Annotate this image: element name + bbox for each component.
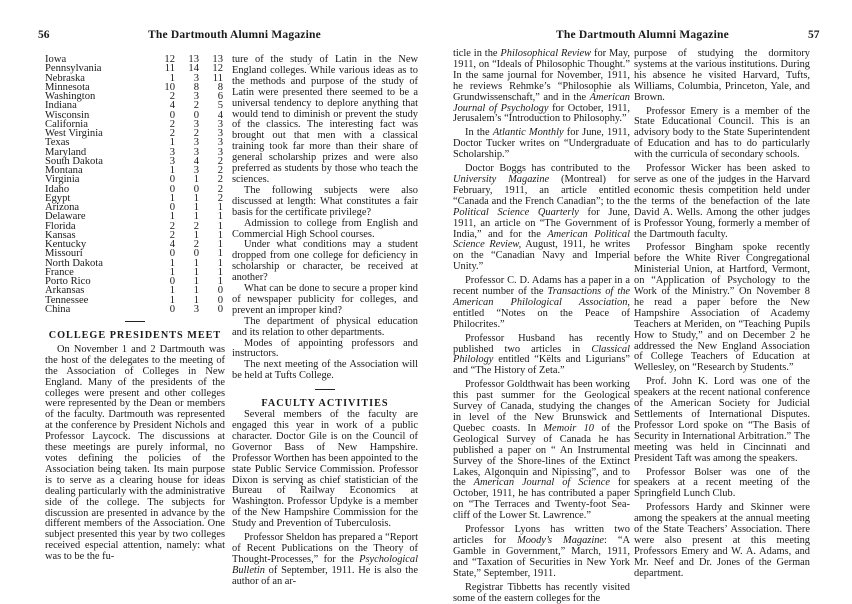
table-cell-value: 3 <box>169 146 175 158</box>
paragraph: Professor Lyons has written two articles for Moody’s Magazine: “A Gamble in Government,” March, 1911, and “Taxation of Securities in New York State,” September, 1911. <box>453 524 631 579</box>
page-number: 57 <box>808 29 820 41</box>
table-cell-value: 0 <box>193 248 199 260</box>
paragraph: Admission to college from English and Commercial High School courses. <box>232 217 418 240</box>
paragraph: The following subjects were also discussed at length: What constitutes a fair basis for the certificate privilege? <box>232 184 418 218</box>
table-cell-value: 3 <box>217 118 223 130</box>
table-cell-value: 10 <box>164 81 175 93</box>
table-cell-value: 2 <box>217 192 223 204</box>
table-cell-name: Nebraska <box>45 72 86 84</box>
table-cell-value: 1 <box>193 229 199 241</box>
section-divider <box>315 389 335 390</box>
table-cell-value: 1 <box>193 202 199 213</box>
table-cell-value: 1 <box>169 294 175 306</box>
table-cell-value: 3 <box>193 303 199 315</box>
table-cell-name: Montana <box>45 165 83 176</box>
paragraph: Professor Emery is a member of the State Educational Council. This is an advisory body to the State Superintendent of Education and has to do particularly with the curricula of secondary schools. <box>634 105 810 161</box>
table-cell-value: 1 <box>217 229 223 241</box>
table-cell-value: 1 <box>193 211 199 223</box>
table-cell-name: Iowa <box>45 54 67 65</box>
paragraph: Professor C. D. Adams has a paper in a recent number of the Transactions of the American Philological Association, entitled “Notes on the Peace of Philocrites.” <box>453 275 631 330</box>
running-head: The Dartmouth Alumni Magazine <box>148 29 321 41</box>
table-cell-value: 12 <box>212 63 223 75</box>
table-cell-name: Kansas <box>45 229 76 241</box>
table-cell-value: 0 <box>169 303 175 315</box>
table-cell-name: Arkansas <box>45 285 85 297</box>
paragraph: Several members of the faculty are engaged this year in work of a public character. Doctor Gile is on the Council of Governor Bass of New Hampshire. Professor Worthen has been appointed to the state Public Service Commission. Professor Dixon is serving as chief statistician of the Bureau of Railway Economics at Washington. Professor Updyke is a member of the New Hampshire Commission for the Study and Prevention of Tuberculosis. <box>232 409 418 530</box>
table-cell-value: 2 <box>193 220 199 232</box>
table-cell-value: 3 <box>193 91 199 102</box>
enrollment-table <box>45 55 223 314</box>
table-cell-value: 3 <box>217 137 223 149</box>
table-cell-name: Tennessee <box>45 294 89 306</box>
table-cell-name: Washington <box>45 91 96 102</box>
table-cell-name: Minnesota <box>45 81 90 93</box>
paragraph: Professor Wicker has been asked to serve as one of the judges in the Harvard economic thesis competition held under the terms of the benefaction of the late David A. Wells. Among the other judges is Professor Young, formerly a member of the Dartmouth faculty. <box>634 163 810 240</box>
table-cell-value: 1 <box>217 276 223 287</box>
table-cell-value: 13 <box>188 54 199 65</box>
table-cell-name: Virginia <box>45 174 80 186</box>
table-cell-value: 1 <box>217 248 223 260</box>
table-cell-value: 13 <box>212 54 223 65</box>
table-cell-value: 1 <box>193 294 199 306</box>
table-cell-value: 4 <box>169 100 175 112</box>
table-cell-value: 2 <box>169 229 175 241</box>
table-cell-value: 1 <box>217 239 223 250</box>
table-cell-value: 0 <box>217 294 223 306</box>
table-cell-value: 2 <box>193 239 199 250</box>
paragraph: ture of the study of Latin in the New England colleges. While various ideas as to the methods and purpose of the study of Latin were presented there seemed to be a universal tendency to deplore anything that would tend to diminish or prevent the study of the classics. The interesting fact was brought out that men with a classical training took far more than their share of general scholarship prizes and were also preferred as students by those who teach the sciences. <box>232 54 418 185</box>
table-cell-value: 1 <box>217 257 223 269</box>
table-cell-name: Arizona <box>45 202 80 213</box>
left-page <box>0 0 426 600</box>
table-cell-value: 3 <box>193 72 199 84</box>
paragraph: Modes of appointing professors and instructors. <box>232 337 418 360</box>
table-cell-name: Porto Rico <box>45 276 91 287</box>
table-cell-value: 4 <box>193 155 199 167</box>
section-heading: FACULTY ACTIVITIES <box>261 398 389 410</box>
paragraph: Under what conditions may a student dropped from one college for deficiency in scholarship or character, be received at another? <box>232 239 418 284</box>
paragraph: Professor Goldthwait has been working this past summer for the Geological Survey of Canada, studying the changes in level of the New Brunswick and Quebec coasts. In Memoir 10 of the Geological Survey of Canada he has published a paper on “ An Instrumental Survey of the Shore-lines of the Extinct Lakes, Algonquin and Nipissing”, and to the American Journal of Science for October, 1911, he has contributed a paper on “The Terraces and Twenty-foot Sea-cliff of the Lower St. Lawrence.” <box>453 379 631 522</box>
table-cell-value: 3 <box>193 146 199 158</box>
table-cell-value: 8 <box>193 81 199 93</box>
table-cell-value: 14 <box>188 63 199 75</box>
table-cell-value: 0 <box>217 303 223 315</box>
table-cell-value: 1 <box>217 211 223 223</box>
table-cell-value: 1 <box>217 220 223 232</box>
table-cell-value: 0 <box>193 109 199 121</box>
table-cell-value: 2 <box>193 128 199 139</box>
right-page <box>426 0 852 604</box>
table-cell-value: 1 <box>193 276 199 287</box>
table-cell-value: 1 <box>169 137 175 149</box>
paragraph: Professor Sheldon has prepared a “Report of Recent Publications on the Theory of Thought-Processes,” for the Psychological Bulletin of September, 1911. He is also the author of an ar- <box>232 532 418 587</box>
table-cell-value: 1 <box>217 266 223 278</box>
middle-column <box>232 55 418 588</box>
paragraph: What can be done to secure a proper kind of newspaper publicity for colleges, and prevent an improper kind? <box>232 283 418 316</box>
table-cell-value: 4 <box>169 239 175 250</box>
running-head: The Dartmouth Alumni Magazine <box>556 29 729 41</box>
section-divider <box>125 321 145 322</box>
table-cell-value: 5 <box>217 100 223 112</box>
table-cell-value: 11 <box>164 63 175 75</box>
table-cell-value: 2 <box>169 128 175 139</box>
table-cell-value: 3 <box>169 155 175 167</box>
table-cell-value: 1 <box>169 285 175 297</box>
table-cell-name: West Virginia <box>45 128 103 139</box>
table-cell-value: 1 <box>169 211 175 223</box>
table-cell-name: Idaho <box>45 183 70 195</box>
table-cell-value: 0 <box>217 285 223 297</box>
table-cell-name: Wisconsin <box>45 109 90 121</box>
left-column <box>45 55 225 563</box>
table-cell-value: 2 <box>193 100 199 112</box>
paragraph: ticle in the Philosophical Review for May, 1911, on “Ideals of Philosophic Thought.” In the same journal for November, 1911, he reviews Rehmke’s “Philosophie als Grundwissenschaft,” and in the American Journal of Psychology for October, 1911, Jerusalem’s “Introduction to Philosophy.” <box>453 48 630 125</box>
table-cell-value: 3 <box>193 118 199 130</box>
page-number: 56 <box>38 29 50 41</box>
paragraph: Professor Bolser was one of the speakers at a recent meeting of the Springfield Lunch Club. <box>634 466 810 500</box>
table-cell-name: North Dakota <box>45 257 103 269</box>
paragraph: Professor Husband has recently published two articles in Classical Philology entitled “Këlts and Ligurians” and “The History of Zeta.” <box>453 332 630 377</box>
table-cell-value: 1 <box>193 266 199 278</box>
table-cell-value: 1 <box>193 174 199 186</box>
table-cell-value: 2 <box>217 155 223 167</box>
table-cell-value: 2 <box>217 165 223 176</box>
table-cell-name: Egypt <box>45 192 71 204</box>
table-cell-name: California <box>45 118 88 130</box>
table-cell-value: 12 <box>164 54 175 65</box>
paragraph: purpose of studying the dormitory systems at the various institutions. During his absence he visited Harvard, Tufts, Williams, Columbia, Princeton, Yale, and Brown. <box>634 48 810 103</box>
table-cell-value: 1 <box>217 202 223 213</box>
table-cell-value: 3 <box>193 165 199 176</box>
paragraph: Registrar Tibbetts has recently visited some of the eastern colleges for the <box>453 581 630 604</box>
table-cell-value: 0 <box>169 202 175 213</box>
table-cell-value: 2 <box>169 118 175 130</box>
paragraph: On November 1 and 2 Dartmouth was the host of the delegates to the meeting of the Association of Colleges in New England. Many of the presidents of the colleges were present and other colleges were represented by the Dean or members of the faculty. Dartmouth was represented at the conference by President Nichols and Professor Laycock. The discussions at these meetings are purely informal, no votes defining the policies of the Association being taken. Its main purpose is to serve as a clearing house for ideas dealing particularly with the administrative side of the college. The subjects for discussion are presented in advance by the different members of the Association. One subject presented this year by two colleges received especial attention, namely: what was to be the fu- <box>45 343 225 563</box>
table-cell-value: 1 <box>169 257 175 269</box>
paragraph: The next meeting of the Association will be held at Tufts College. <box>232 359 418 382</box>
table-cell-value: 0 <box>169 109 175 121</box>
table-cell-value: 1 <box>169 266 175 278</box>
table-cell-name: France <box>45 266 74 278</box>
paragraph: Professor Bingham spoke recently before the White River Congregational Ministerial Union, at Hartford, Vermont, on “Application of Psychology to the Work of the Ministry.” On November 8 he read a paper before the New Hampshire Association of Academy Teachers at Meriden, on “Teaching Pupils How to Study,” and on December 2 he addressed the New England Association of College Teachers of Education at Wellesley, on “Research by Students.” <box>634 242 810 374</box>
table-cell-value: 0 <box>169 248 175 260</box>
table-cell-name: Florida <box>45 220 76 232</box>
table-cell-value: 1 <box>169 192 175 204</box>
table-row <box>45 305 223 314</box>
right-column-2 <box>634 49 810 580</box>
table-cell-value: 8 <box>217 81 223 93</box>
table-cell-value: 1 <box>193 285 199 297</box>
table-cell-name: Indiana <box>45 100 77 112</box>
table-cell-value: 2 <box>217 174 223 186</box>
table-cell-value: 3 <box>217 128 223 139</box>
table-cell-value: 2 <box>217 183 223 195</box>
table-cell-name: Delaware <box>45 211 86 223</box>
paragraph: Prof. John K. Lord was one of the speakers at the recent national conference of the American Society for Judicial Settlements of International Disputes. Professor Lord spoke on “The Basis of Security in International Arbitration.” The meeting was held in Cincinnati and President Taft was among the speakers. <box>634 376 810 464</box>
table-cell-name: Pennsylvania <box>45 63 102 75</box>
table-cell-value: 1 <box>169 72 175 84</box>
paragraph: Professors Hardy and Skinner were among the speakers at the annual meeting of the State Teachers’ Association. There were also present at this meeting Professors Emery and W. A. Adams, and Mr. Neef and Dr. Jones of the German department. <box>634 502 810 579</box>
table-cell-value: 0 <box>169 183 175 195</box>
paragraph: In the Atlantic Monthly for June, 1911, Doctor Tucker writes on “Undergraduate Scholarship.” <box>453 127 631 161</box>
right-column-1 <box>453 49 630 604</box>
section-heading: COLLEGE PRESIDENTS MEET <box>48 330 222 341</box>
paragraph: The department of physical education and its relation to other departments. <box>232 315 418 338</box>
table-cell-value: 6 <box>217 91 223 102</box>
table-cell-value: 1 <box>193 257 199 269</box>
table-cell-value: 3 <box>217 146 223 158</box>
table-cell-name: Missouri <box>45 248 83 260</box>
table-cell-value: 2 <box>169 91 175 102</box>
table-cell-value: 4 <box>217 109 223 121</box>
table-cell-value: 1 <box>193 192 199 204</box>
table-cell-name: China <box>45 303 71 315</box>
table-cell-value: 3 <box>193 137 199 149</box>
table-cell-value: 0 <box>193 183 199 195</box>
paragraph: Doctor Boggs has contributed to the University Magazine (Montreal) for February, 1911, an article entitled “Canada and the French Canadian”; to the Political Science Quarterly for June, 1911, an article on “The Government of India,” and for the American Political Science Review, August, 1911, he writes on the “Canadian Navy and Imperial Unity.” <box>453 163 631 273</box>
table-cell-value: 1 <box>169 165 175 176</box>
table-cell-value: 2 <box>169 220 175 232</box>
table-cell-name: Maryland <box>45 146 87 158</box>
table-cell-value: 11 <box>212 72 223 84</box>
table-cell-name: South Dakota <box>45 155 103 167</box>
table-cell-name: Kentucky <box>45 239 87 250</box>
table-cell-name: Texas <box>45 137 70 149</box>
table-cell-value: 0 <box>169 174 175 186</box>
table-cell-value: 0 <box>169 276 175 287</box>
